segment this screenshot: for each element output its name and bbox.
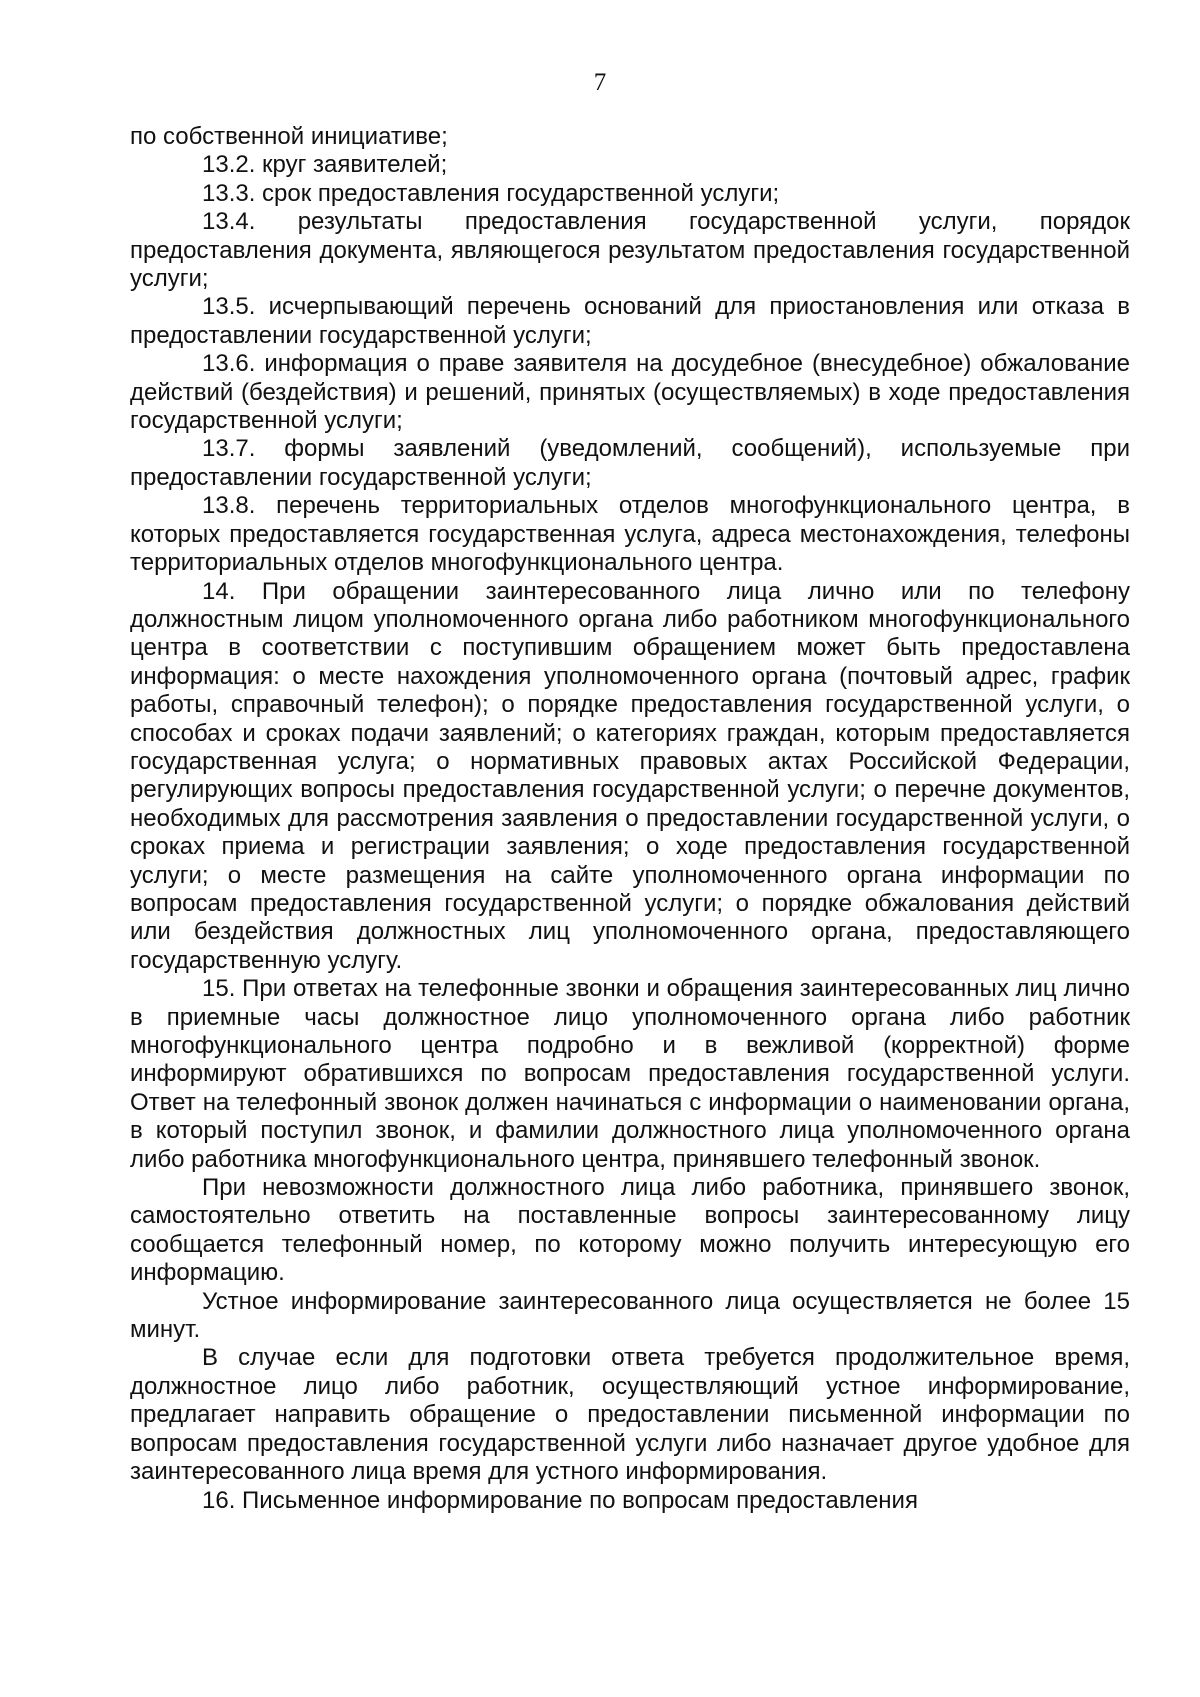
paragraph-13-6: 13.6. информация о праве заявителя на досудебное (внесудебное) обжалование действий (бездействия) и решений, принятых (осуществляемых) в ходе предоставления государственной услуги; xyxy=(130,350,1130,435)
paragraph-14: 14. При обращении заинтересованного лица лично или по телефону должностным лицом уполномоченного органа либо работником многофункционального центра в соответствии с поступившим обращением может быть предоставлена информация: о месте нахождения уполномоченного органа (почтовый адрес, график работы, справочный телефон); о порядке предоставления государственной услуги, о способах и сроках подачи заявлений; о категориях граждан, которым предоставляется государственная услуга; о нормативных правовых актах Российской Федерации, регулирующих вопросы предоставления государственной услуги; о перечне документов, необходимых для рассмотрения заявления о предоставлении государственной услуги, о сроках приема и регистрации заявления; о ходе предоставления государственной услуги; о месте размещения на сайте уполномоченного органа информации по вопросам предоставления государственной услуги; о порядке обжалования действий или бездействия должностных лиц уполномоченного органа, предоставляющего государственную услугу. xyxy=(130,577,1130,974)
document-body xyxy=(130,123,1130,1515)
paragraph-13-1-continuation: по собственной инициативе; xyxy=(130,123,448,150)
paragraph-13-5: 13.5. исчерпывающий перечень оснований для приостановления или отказа в предоставлении государственной услуги; xyxy=(130,293,1130,349)
paragraph-13-2: 13.2. круг заявителей; xyxy=(202,151,448,179)
paragraph-15: 15. При ответах на телефонные звонки и обращения заинтересованных лиц лично в приемные часы должностное лицо уполномоченного органа либо работник многофункционального центра подробно и в вежливой (корректной) форме информируют обратившихся по вопросам предоставления государственной услуги. Ответ на телефонный звонок должен начинаться с информации о наименовании органа, в который поступил звонок, и фамилии должностного лица уполномоченного органа либо работника многофункционального центра, принявшего телефонный звонок. xyxy=(130,975,1130,1173)
paragraph-13-7: 13.7. формы заявлений (уведомлений, сообщений), используемые при предоставлении государственной услуги; xyxy=(130,435,1130,491)
paragraph-15-long-answer: В случае если для подготовки ответа требуется продолжительное время, должностное лицо либо работник, осуществляющий устное информирование, предлагает направить обращение о предоставлении письменной информации по вопросам предоставления государственной услуги либо назначает другое удобное для заинтересованного лица время для устного информирования. xyxy=(130,1344,1130,1486)
paragraph-15-unavailable: При невозможности должностного лица либо работника, принявшего звонок, самостоятельно ответить на поставленные вопросы заинтересованному лицу сообщается телефонный номер, по которому можно получить интересующую его информацию. xyxy=(130,1174,1130,1287)
paragraph-13-4: 13.4. результаты предоставления государственной услуги, порядок предоставления документа, являющегося результатом предоставления государственной услуги; xyxy=(130,208,1130,293)
paragraph-13-8: 13.8. перечень территориальных отделов многофункционального центра, в которых предоставляется государственная услуга, адреса местонахождения, телефоны территориальных отделов многофункционального центра. xyxy=(130,492,1130,577)
paragraph-13-3: 13.3. срок предоставления государственной услуги; xyxy=(202,179,780,207)
page-number: 7 xyxy=(593,69,607,96)
paragraph-16: 16. Письменное информирование по вопросам предоставления xyxy=(202,1486,918,1514)
paragraph-15-duration: Устное информирование заинтересованного лица осуществляется не более 15 минут. xyxy=(130,1287,1130,1344)
